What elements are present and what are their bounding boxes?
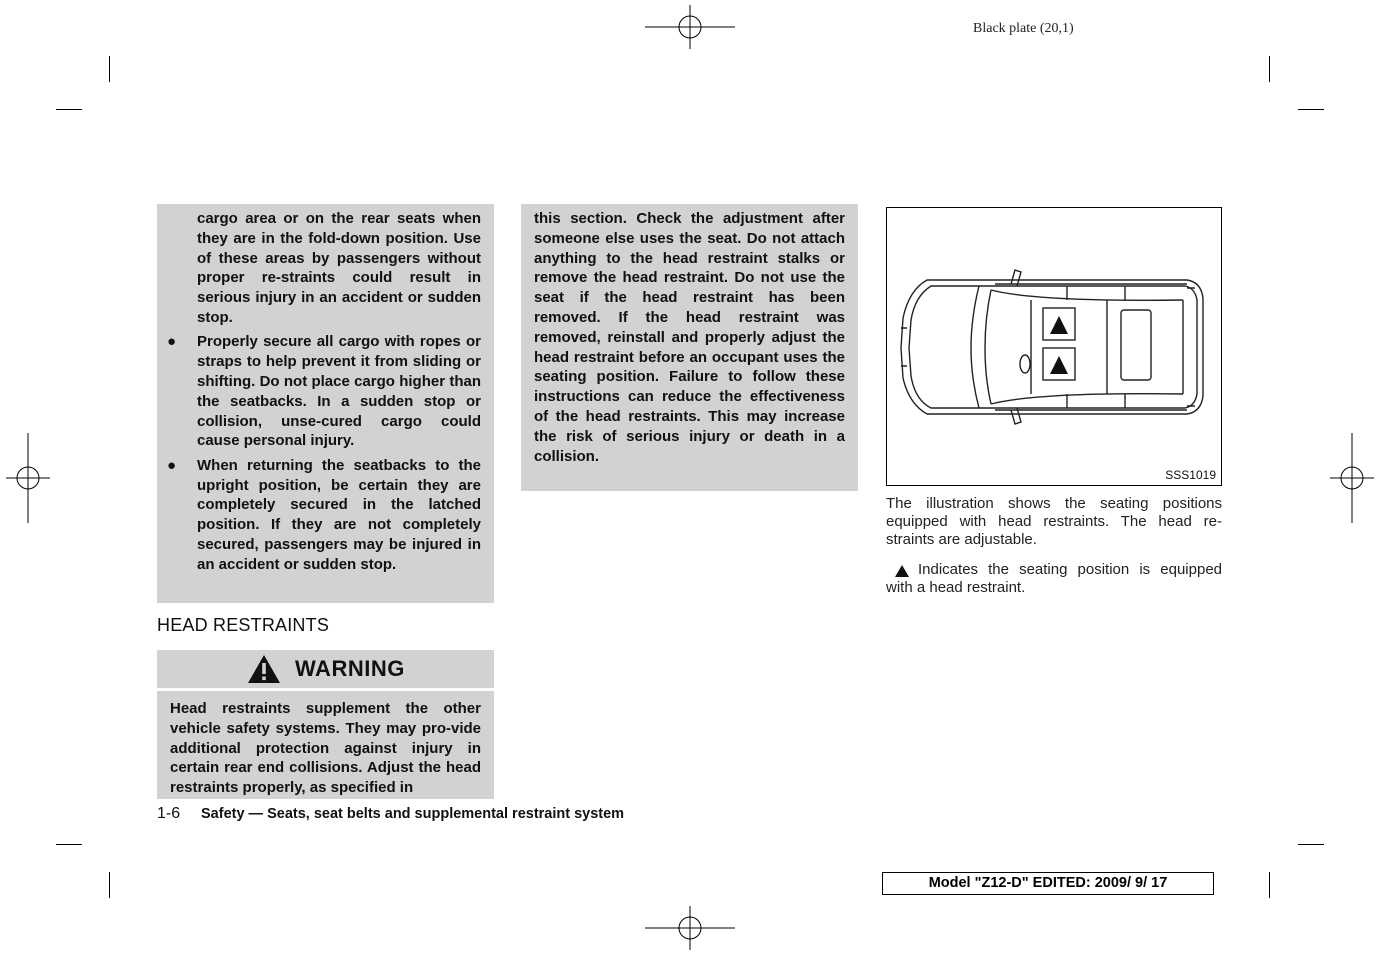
- triangle-marker-icon: [895, 565, 909, 577]
- model-edit-box: Model "Z12-D" EDITED: 2009/ 9/ 17: [882, 872, 1214, 895]
- section-heading: HEAD RESTRAINTS: [157, 615, 330, 635]
- bullet-item: ● Properly secure all cargo with ropes or straps to help prevent it from sliding or shifting. Do not place cargo higher than the seatbacks. In a sudden stop or collision, unse-cured cargo could cause personal injury.: [157, 332, 481, 451]
- figure-code: SSS1019: [1165, 468, 1216, 482]
- warning-continued-text: this section. Check the adjustment after someone else uses the seat. Do not attach anything to the head restraint stalks or remove the head restraint. Do not use the seat if the head restraint has been removed. If the head restraint was removed, reinstall and properly adjust the head restraint before an occupant uses the seating position. Failure to follow these instructions can reduce the effectiveness of the head restraints. This may increase the risk of serious injury or death in a collision.: [534, 210, 845, 465]
- bullet-dot: ●: [167, 333, 177, 351]
- warning-continued-block: [521, 204, 858, 491]
- registration-mark-left: [6, 433, 50, 523]
- warning-text: Head restraints supplement the other vehicle safety systems. They may pro-vide additional protection against injury in certain rear end collisions. Adjust the head restraints properly, as specified in: [170, 700, 481, 797]
- plate-label: Black plate (20,1): [973, 21, 1074, 36]
- vehicle-top-view-icon: [887, 208, 1221, 485]
- legend-text: Indicates the seating position is equipped with a head restraint.: [886, 561, 1222, 596]
- footer-section-title: Safety — Seats, seat belts and supplemental restraint system: [201, 806, 625, 822]
- continued-paragraph: cargo area or on the rear seats when they are in the fold-down position. Use of these areas by passengers without proper re-straints could result in serious injury in an accident or sudden stop.: [197, 210, 481, 326]
- warning-triangle-icon: [247, 654, 281, 684]
- bullet-dot: ●: [167, 456, 177, 474]
- page-number: 1-6: [157, 805, 181, 822]
- bullet-item: ● When returning the seatbacks to the upright position, be certain they are completely secured in the latched position. If they are not completely secured, passengers may be injured in an accident or sudden stop.: [157, 456, 481, 575]
- warning-header: [157, 650, 494, 688]
- figure-caption: The illustration shows the seating positions equipped with head restraints. The head re-straints are adjustable.: [886, 495, 1222, 548]
- warning-label: WARNING: [295, 656, 405, 681]
- seating-illustration: [886, 207, 1222, 486]
- caution-continued-block: [157, 204, 494, 603]
- warning-body: [157, 691, 494, 799]
- registration-mark-right: [1330, 433, 1374, 523]
- registration-mark-bottom: [645, 906, 735, 950]
- registration-mark-top: [645, 5, 735, 49]
- legend-paragraph: [886, 561, 1222, 597]
